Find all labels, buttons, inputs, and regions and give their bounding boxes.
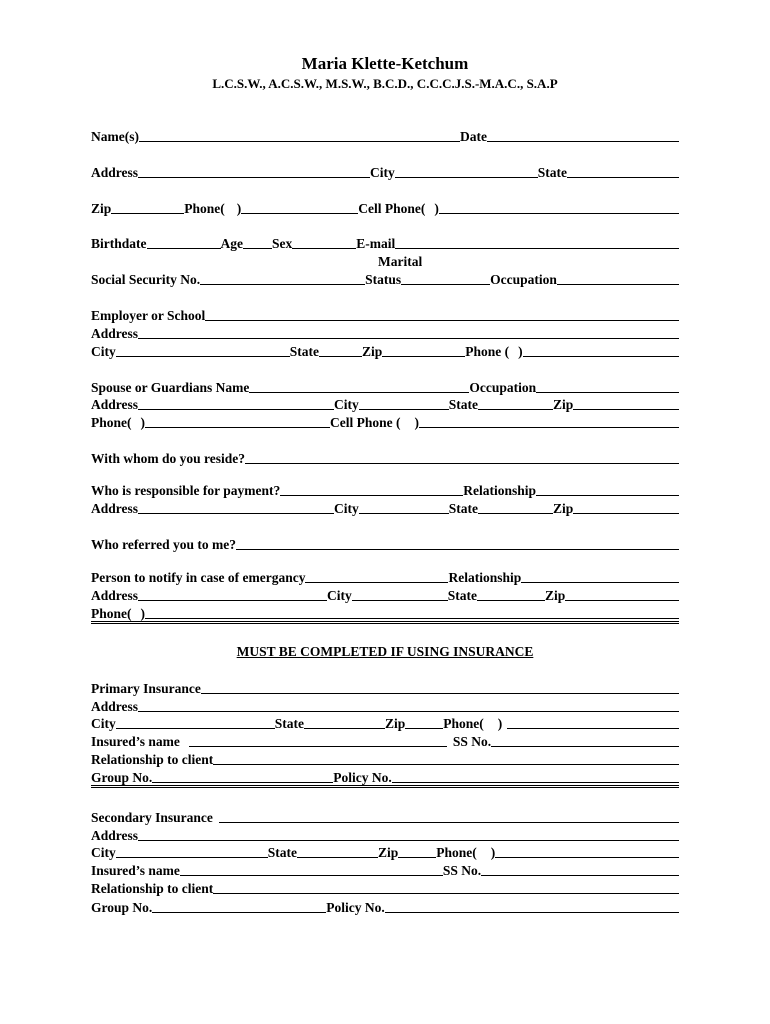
primary-relationship-field[interactable] xyxy=(213,764,679,765)
names-label: Name(s) xyxy=(91,129,139,144)
payment-label: Who is responsible for payment? xyxy=(91,483,281,498)
primary-phone-paren-close: ) xyxy=(497,716,503,731)
employer-address-field[interactable] xyxy=(138,338,679,339)
payment-city-field[interactable] xyxy=(359,513,449,514)
primary-phone-label: Phone( xyxy=(443,716,484,731)
marital-row xyxy=(91,252,679,269)
employer-phone-label: Phone ( xyxy=(465,344,510,359)
payment-zip-label: Zip xyxy=(553,501,574,516)
insurance-heading-text: MUST BE COMPLETED IF USING INSURANCE xyxy=(236,644,534,659)
payment-state-label: State xyxy=(448,501,479,516)
secondary-address-field[interactable] xyxy=(138,840,679,841)
phone-paren-close: ) xyxy=(236,201,242,216)
date-label: Date xyxy=(459,129,487,144)
secondary-zip-label: Zip xyxy=(378,845,399,860)
spouse-state-field[interactable] xyxy=(478,409,553,410)
employer-zip-field[interactable] xyxy=(382,356,465,357)
secondary-phone-label: Phone( xyxy=(436,845,477,860)
spouse-zip-field[interactable] xyxy=(573,409,679,410)
primary-group-row xyxy=(91,768,679,785)
phone-label: Phone( xyxy=(184,201,225,216)
primary-ss-label: SS No. xyxy=(452,734,492,749)
emergency-relationship-field[interactable] xyxy=(521,582,679,583)
names-field[interactable] xyxy=(148,141,460,142)
reside-label: With whom do you reside? xyxy=(91,451,246,466)
payment-relationship-field[interactable] xyxy=(536,495,679,496)
secondary-insurance-label: Secondary Insurance xyxy=(91,810,213,825)
reside-row xyxy=(91,449,679,466)
state-label: State xyxy=(537,165,568,180)
cell-phone-field[interactable] xyxy=(439,213,679,214)
date-field[interactable] xyxy=(487,141,679,142)
secondary-relationship-field[interactable] xyxy=(213,893,679,894)
primary-relationship-label: Relationship to client xyxy=(91,752,214,767)
primary-address-label: Address xyxy=(91,699,139,714)
insurance-divider xyxy=(91,785,679,788)
spouse-state-label: State xyxy=(448,397,479,412)
employer-city-row xyxy=(91,342,679,359)
secondary-city-label: City xyxy=(91,845,116,860)
secondary-relationship-row xyxy=(91,879,679,896)
emergency-city-label: City xyxy=(327,588,352,603)
payment-state-field[interactable] xyxy=(478,513,553,514)
primary-insurance-field[interactable] xyxy=(201,693,679,694)
insurance-heading xyxy=(0,644,770,660)
spouse-address-row xyxy=(91,395,679,412)
primary-insured-row xyxy=(91,732,679,749)
section-divider xyxy=(91,621,679,624)
practitioner-credentials: L.C.S.W., A.C.S.W., M.S.W., B.C.D., C.C.C.J.S.-M.A.C., S.A.P xyxy=(212,76,558,91)
emergency-phone-field[interactable] xyxy=(145,618,679,619)
email-field[interactable] xyxy=(395,248,679,249)
primary-group-field[interactable] xyxy=(152,782,333,783)
spouse-occupation-label: Occupation xyxy=(469,380,537,395)
primary-phone-field[interactable] xyxy=(507,728,679,729)
spouse-city-field[interactable] xyxy=(359,409,449,410)
status-label: Status xyxy=(365,272,402,287)
secondary-phone-field[interactable] xyxy=(495,857,679,858)
emergency-label: Person to notify in case of emergancy xyxy=(91,570,306,585)
payment-address-label: Address xyxy=(91,501,139,516)
employer-label: Employer or School xyxy=(91,308,206,323)
phone-field[interactable] xyxy=(241,213,358,214)
address-label: Address xyxy=(91,165,139,180)
employer-city-field[interactable] xyxy=(116,356,290,357)
emergency-phone-paren-close: ) xyxy=(140,606,145,621)
age-label: Age xyxy=(220,236,243,251)
referred-field[interactable] xyxy=(236,549,679,550)
reside-field[interactable] xyxy=(245,463,679,464)
emergency-phone-label: Phone( xyxy=(91,606,132,621)
practitioner-name: Maria Klette-Ketchum xyxy=(301,54,469,73)
spouse-row xyxy=(91,378,679,395)
employer-address-label: Address xyxy=(91,326,139,341)
sex-label: Sex xyxy=(272,236,293,251)
address-field[interactable] xyxy=(138,177,370,178)
secondary-city-field[interactable] xyxy=(116,857,268,858)
spouse-zip-label: Zip xyxy=(553,397,574,412)
secondary-group-row xyxy=(91,898,679,915)
payment-zip-field[interactable] xyxy=(573,513,679,514)
spouse-phone-row xyxy=(91,413,679,430)
zip-phone-row xyxy=(91,199,679,216)
primary-zip-label: Zip xyxy=(385,716,406,731)
address-row xyxy=(91,163,679,180)
primary-group-label: Group No. xyxy=(91,770,153,785)
payment-address-row xyxy=(91,499,679,516)
payment-address-field[interactable] xyxy=(138,513,334,514)
spouse-phone-paren-close: ) xyxy=(140,415,145,430)
primary-insurance-label: Primary Insurance xyxy=(91,681,201,696)
referred-row xyxy=(91,535,679,552)
primary-zip-field[interactable] xyxy=(405,728,443,729)
occupation-label: Occupation xyxy=(490,272,557,287)
payment-row xyxy=(91,481,679,498)
zip-label: Zip xyxy=(91,201,112,216)
spouse-phone-field[interactable] xyxy=(145,427,330,428)
birthdate-row xyxy=(91,234,679,251)
emergency-address-label: Address xyxy=(91,588,139,603)
emergency-state-label: State xyxy=(447,588,478,603)
spouse-address-field[interactable] xyxy=(138,409,334,410)
spouse-address-label: Address xyxy=(91,397,139,412)
secondary-insured-field[interactable] xyxy=(180,875,443,876)
emergency-address-row xyxy=(91,586,679,603)
emergency-row xyxy=(91,568,679,585)
primary-state-field[interactable] xyxy=(304,728,385,729)
age-field[interactable] xyxy=(243,248,272,249)
secondary-zip-field[interactable] xyxy=(398,857,436,858)
primary-address-row xyxy=(91,697,679,714)
primary-insured-label: Insured’s name xyxy=(91,734,180,749)
primary-policy-label: Policy No. xyxy=(333,770,392,785)
secondary-address-row xyxy=(91,826,679,843)
spouse-field[interactable] xyxy=(249,392,469,393)
emergency-relationship-label: Relationship xyxy=(448,570,522,585)
primary-insured-field[interactable] xyxy=(189,746,447,747)
ssn-field[interactable] xyxy=(200,284,365,285)
spouse-phone-label: Phone( xyxy=(91,415,132,430)
ssn-row xyxy=(91,270,679,287)
employer-field[interactable] xyxy=(205,320,679,321)
cell-phone-paren-close: ) xyxy=(434,201,439,216)
employer-city-label: City xyxy=(91,344,116,359)
birthdate-field[interactable] xyxy=(147,248,221,249)
secondary-address-label: Address xyxy=(91,828,139,843)
primary-city-field[interactable] xyxy=(116,728,275,729)
sex-field[interactable] xyxy=(292,248,356,249)
secondary-state-label: State xyxy=(267,845,297,860)
emergency-field[interactable] xyxy=(305,582,448,583)
primary-relationship-row xyxy=(91,750,679,767)
names-date-row xyxy=(91,127,679,144)
marital-status-field[interactable] xyxy=(401,284,490,285)
employer-address-row xyxy=(91,324,679,341)
secondary-phone-paren-close: ) xyxy=(490,845,496,860)
secondary-insurance-row xyxy=(91,808,679,825)
secondary-relationship-label: Relationship to client xyxy=(91,881,214,896)
payment-relationship-label: Relationship xyxy=(463,483,537,498)
secondary-ss-label: SS No. xyxy=(442,863,482,878)
occupation-field[interactable] xyxy=(557,284,679,285)
employer-zip-label: Zip xyxy=(362,344,383,359)
employer-state-label: State xyxy=(289,344,319,359)
primary-insurance-row xyxy=(91,679,679,696)
secondary-insurance-field[interactable] xyxy=(219,822,679,823)
email-label: E-mail xyxy=(356,236,396,251)
employer-phone-field[interactable] xyxy=(523,356,679,357)
emergency-zip-field[interactable] xyxy=(565,600,679,601)
primary-ss-field[interactable] xyxy=(491,746,679,747)
secondary-insured-label: Insured’s name xyxy=(91,863,180,878)
employer-row xyxy=(91,306,679,323)
emergency-zip-label: Zip xyxy=(545,588,566,603)
secondary-city-row xyxy=(91,843,679,860)
spouse-occupation-field[interactable] xyxy=(536,392,679,393)
birthdate-label: Birthdate xyxy=(91,236,147,251)
state-field[interactable] xyxy=(567,177,679,178)
marital-label: Marital xyxy=(378,254,423,269)
spouse-cell-field[interactable] xyxy=(419,427,679,428)
secondary-group-field[interactable] xyxy=(152,912,326,913)
primary-city-row xyxy=(91,714,679,731)
spouse-cell-paren-close: ) xyxy=(414,415,419,430)
spouse-city-label: City xyxy=(334,397,359,412)
spouse-cell-label: Cell Phone ( xyxy=(330,415,401,430)
secondary-policy-label: Policy No. xyxy=(326,900,385,915)
payment-city-label: City xyxy=(334,501,359,516)
secondary-ss-field[interactable] xyxy=(481,875,679,876)
emergency-phone-row xyxy=(91,604,679,621)
secondary-group-label: Group No. xyxy=(91,900,153,915)
city-field[interactable] xyxy=(395,177,538,178)
secondary-state-field[interactable] xyxy=(297,857,378,858)
primary-city-label: City xyxy=(91,716,116,731)
payment-field[interactable] xyxy=(280,495,463,496)
spouse-label: Spouse or Guardians Name xyxy=(91,380,250,395)
emergency-city-field[interactable] xyxy=(352,600,448,601)
ssn-label: Social Security No. xyxy=(91,272,201,287)
secondary-insured-row xyxy=(91,861,679,878)
referred-label: Who referred you to me? xyxy=(91,537,236,552)
emergency-address-field[interactable] xyxy=(138,600,327,601)
city-label: City xyxy=(370,165,395,180)
primary-policy-field[interactable] xyxy=(392,782,679,783)
employer-state-field[interactable] xyxy=(319,356,362,357)
secondary-policy-field[interactable] xyxy=(385,912,679,913)
primary-state-label: State xyxy=(274,716,304,731)
primary-address-field[interactable] xyxy=(138,711,679,712)
employer-phone-paren-close: ) xyxy=(518,344,523,359)
zip-field[interactable] xyxy=(111,213,184,214)
cell-phone-label: Cell Phone( xyxy=(358,201,426,216)
emergency-state-field[interactable] xyxy=(477,600,545,601)
